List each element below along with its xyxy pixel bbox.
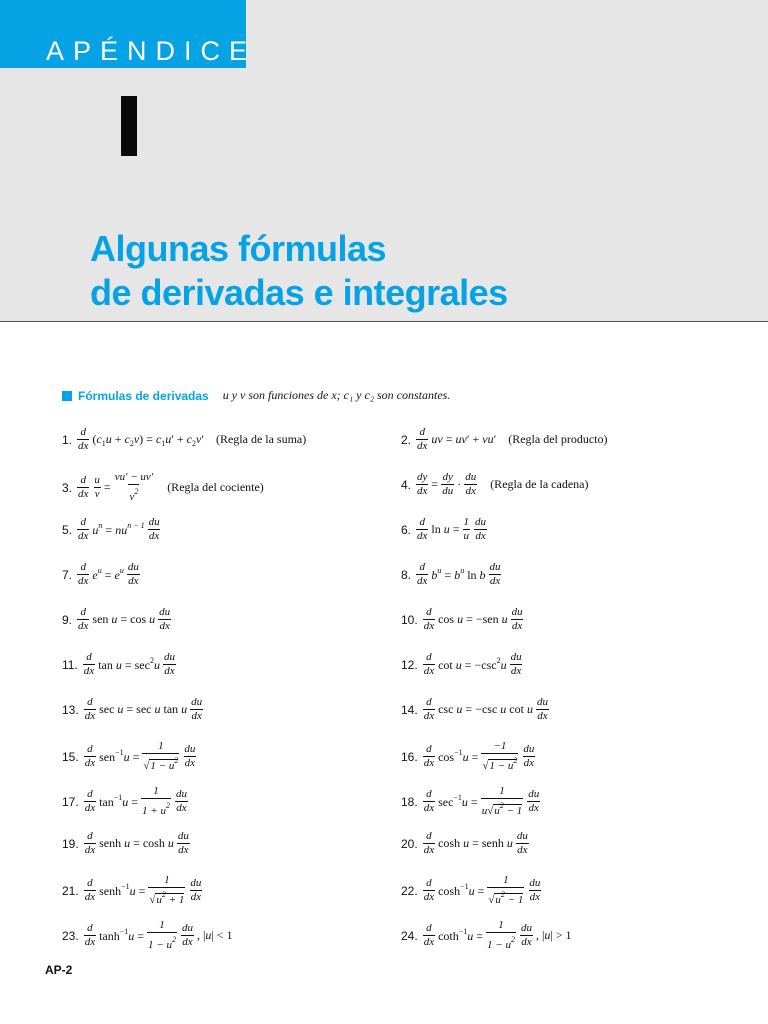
formula-18: 18. d dx $\sec^{-1}u$ = $\frac{1}{u√u^2 - 1}$ du dx: [401, 785, 540, 817]
chapter-header: [0, 0, 768, 322]
formula-5: 5. d dx $u^n = nu^{n - 1}$ du dx: [62, 516, 160, 542]
formula-17: 17. d dx $\tan^{-1}u$ = $\frac{1}{1 + u^2}$ du dx: [62, 785, 187, 817]
formula-13: 13. d dx sec u = sec u tan u du dx: [62, 696, 203, 722]
formula-24: 24. d dx coth$^{-1}$u = $\frac{1}{1 - u^2}$ du dx , |u| > 1: [401, 919, 572, 951]
formula-15: 15. d dx sen$^{-1}$u = $\frac{1}{√1 - u^2}$ du dx: [62, 740, 196, 772]
header-rule: [0, 321, 768, 322]
formula-remark: (Regla de la suma): [215, 432, 307, 446]
formula-1: 1. d dx $(c_1u + c_2v) = c_1u' + c_2v'$ (Regla de la suma): [62, 426, 307, 452]
section-title: Fórmulas de derivadas: [78, 388, 209, 403]
formula-remark: (Regla del producto): [508, 432, 608, 446]
formula-22: 22. d dx $\cosh^{-1}u$ = $\frac{1}{√u^2 - 1}$ du dx: [401, 874, 541, 906]
appendix-tab: [0, 0, 257, 68]
formula-16: 16. d dx $\cos^{-1}u$ = $\frac{-1}{√1 - u^2}$ du dx: [401, 740, 535, 772]
formula-12: 12. d dx $\cot u = -\csc^2u$ du dx: [401, 651, 522, 677]
formula-21: 21. d dx senh$^{-1}$u = $\frac{1}{√u^2 + 1}$ du dx: [62, 874, 202, 906]
formula-14: 14. d dx csc u = −csc u cot u du dx: [401, 696, 548, 722]
formula-10: 10. d dx cos u = −sen u du dx: [401, 606, 523, 632]
chapter-title-line1: Algunas fórmulas: [90, 228, 387, 269]
formula-23: 23. d dx $\tanh^{-1}u$ = $\frac{1}{1 - u^2}$ du dx , |u| < 1: [62, 919, 233, 951]
formula-2: 2. d dx uv = uv′ + vu′ (Regla del producto): [401, 426, 608, 452]
formula-remark: (Regla de la cadena): [490, 477, 589, 491]
appendix-numeral: [121, 96, 137, 156]
chapter-title-line2: de derivadas e integrales: [90, 272, 508, 313]
formula-6: 6. d dx ln u = $\frac{1}{u}$ du dx: [401, 516, 487, 542]
formula-4: 4. $\frac{dy}{dx}$ = $\frac{dy}{du}$ · du dx (Regla de la cadena): [401, 471, 589, 497]
formula-19: 19. d dx senh u = cosh u du dx: [62, 830, 189, 856]
chapter-title: [90, 227, 508, 315]
formula-3: 3. d dx $\frac{u}{v}$ = $\frac{vu' - uv'}{v^2}$ (Regla del cociente): [62, 471, 264, 503]
formula-20: 20. d dx cosh u = senh u du dx: [401, 830, 528, 856]
section-note: u y v son funciones de x; c₁ y c₂ son constantes.: [222, 388, 451, 402]
page-number: AP-2: [45, 963, 73, 977]
formula-11: 11. d dx $\tan u = \sec^2u$ du dx: [62, 651, 175, 677]
formula-8: 8. d dx $b^u = b^u$ ln b du dx: [401, 561, 501, 587]
section-heading: [62, 388, 450, 403]
appendix-label: APÉNDICE: [46, 36, 257, 66]
section-square-icon: [62, 391, 72, 401]
formula-7: 7. d dx $e^u = e^u$ du dx: [62, 561, 139, 587]
formula-9: 9. d dx sen u = cos u du dx: [62, 606, 171, 632]
formula-remark: (Regla del cociente): [167, 480, 264, 494]
